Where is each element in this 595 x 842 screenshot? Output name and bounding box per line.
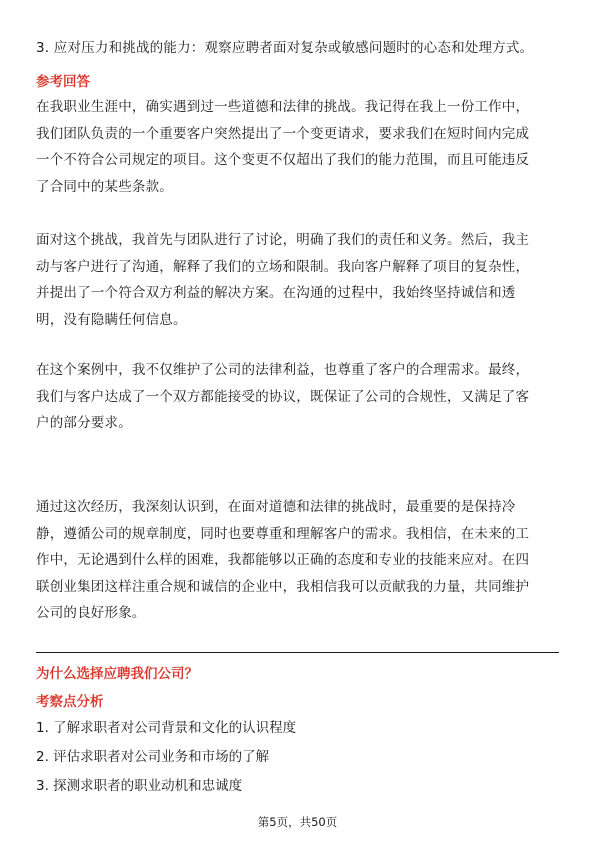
paragraph-line: 了合同中的某些条款。 [36, 178, 173, 195]
analysis-heading: 考察点分析 [36, 694, 104, 710]
paragraph-line: 静，遵循公司的规章制度，同时也要尊重和理解客户的需求。我相信，在未来的工 [36, 525, 530, 542]
paragraph-line: 面对这个挑战，我首先与团队进行了讨论，明确了我们的责任和义务。然后，我主 [36, 232, 530, 248]
analysis-item: 1. 了解求职者对公司背景和文化的认识程度 [36, 720, 297, 736]
section-divider [36, 652, 559, 653]
analysis-item: 2. 评估求职者对公司业务和市场的了解 [36, 749, 270, 765]
answer-paragraph-3 [36, 357, 559, 437]
paragraph-line: 动与客户进行了沟通，解释了我们的立场和限制。我向客户解释了项目的复杂性， [36, 258, 530, 275]
paragraph-line: 户的部分要求。 [36, 415, 132, 431]
paragraph-line: 在这个案例中，我不仅维护了公司的法律利益，也尊重了客户的合理需求。最终， [36, 362, 530, 378]
page-number-footer: 第5页，共50页 [257, 815, 338, 829]
paragraph-line: 一个不符合公司规定的项目。这个变更不仅超出了我们的能力范围，而且可能违反 [36, 152, 530, 168]
answer-paragraph-4 [36, 494, 559, 627]
paragraph-line: 我们与客户达成了一个双方都能接受的协议，既保证了公司的合规性，又满足了客 [36, 388, 530, 405]
paragraph-line: 我们团队负责的一个重要客户突然提出了一个变更请求，要求我们在短时间内完成 [36, 125, 530, 142]
answer-paragraph-1 [36, 94, 559, 200]
paragraph-line: 并提出了一个符合双方利益的解决方案。在沟通的过程中，我始终坚持诚信和透 [36, 285, 516, 301]
paragraph-line: 在我职业生涯中，确实遇到过一些道德和法律的挑战。我记得在我上一份工作中， [36, 99, 530, 115]
intro-point [36, 35, 559, 62]
answer-heading: 参考回答 [36, 74, 90, 90]
next-question-heading: 为什么选择应聘我们公司？ [36, 666, 198, 682]
paragraph-line: 通过这次经历，我深刻认识到，在面对道德和法律的挑战时，最重要的是保持冷 [36, 499, 516, 515]
intro-point-text: 3. 应对压力和挑战的能力：观察应聘者面对复杂或敏感问题时的心态和处理方式。 [36, 40, 534, 56]
paragraph-line: 明，没有隐瞒任何信息。 [36, 311, 187, 328]
analysis-item: 3. 探测求职者的职业动机和忠诚度 [36, 778, 243, 794]
paragraph-line: 公司的良好形象。 [36, 605, 146, 621]
answer-paragraph-2 [36, 227, 559, 333]
paragraph-line: 作中，无论遇到什么样的困难，我都能够以正确的态度和专业的技能来应对。在四 [36, 552, 530, 568]
paragraph-line: 联创业集团这样注重合规和诚信的企业中，我相信我可以贡献我的力量，共同维护 [36, 578, 530, 595]
